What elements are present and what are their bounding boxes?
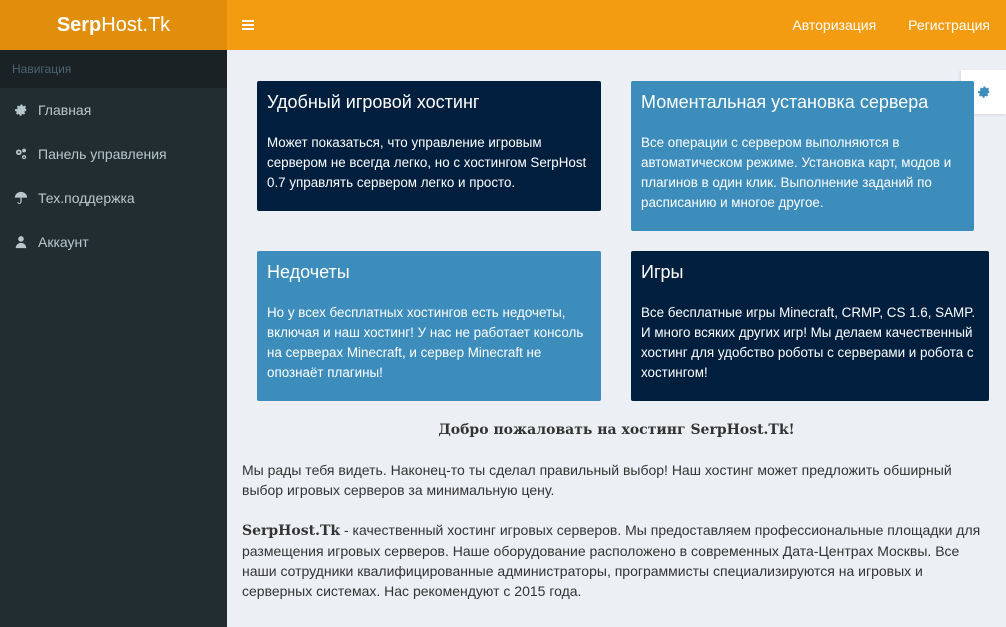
box-title: Удобный игровой хостинг xyxy=(267,92,480,112)
box-title: Моментальная установка сервера xyxy=(641,92,929,112)
info-box-issues xyxy=(257,251,601,401)
top-navbar xyxy=(227,0,1006,50)
box-text: Но у всех бесплатных хостингов есть недочеты, включая и наш хостинг! У нас не работает консоль на серверах Minecraft, и сервер Minecraft не опознаёт плагины! xyxy=(267,305,584,380)
box-text: Все бесплатные игры Minecraft, CRMP, CS 1.6, SAMP. И много всяких других игр! Мы делаем качественный хостинг для удобство роботы с серверами и робота с хостингом! xyxy=(641,305,976,380)
umbrella-icon xyxy=(14,191,28,205)
about-text: - качественный хостинг игровых серверов. Мы предоставляем профессиональные площадки для размещения игровых серверов. Наше оборудование расположено в современных Дата-Центрах Москвы. Все наши сотрудники квалифицированные администраторы, программисты специализируются на игровых и серверных системах. Нас рекомендуют с 2015 года. xyxy=(242,522,981,599)
gear-icon xyxy=(14,103,28,117)
sidebar-item-home[interactable] xyxy=(0,88,227,132)
box-text: Может показаться, что управление игровым сервером не всегда легко, но с хостингом SerpHost 0.7 управлять сервером легко и просто. xyxy=(267,135,587,190)
about-brand: SerpHost.Tk xyxy=(242,523,341,539)
sidebar-item-support[interactable] xyxy=(0,176,227,220)
welcome-heading: Добро пожаловать на хостинг SerpHost.Tk! xyxy=(438,422,795,438)
box-title: Игры xyxy=(641,262,684,282)
sidebar-item-label: Главная xyxy=(38,102,92,118)
logo[interactable] xyxy=(0,0,227,50)
logo-bold: Serp xyxy=(56,13,102,36)
info-box-hosting xyxy=(257,81,601,211)
nav-header: Навигация xyxy=(0,50,227,88)
user-icon xyxy=(14,235,28,249)
info-box-install xyxy=(631,81,974,231)
sidebar xyxy=(0,0,227,627)
sidebar-item-label: Панель управления xyxy=(38,146,167,162)
cogs-icon xyxy=(14,147,28,161)
login-link[interactable]: Авторизация xyxy=(792,17,877,33)
gear-icon xyxy=(977,85,991,99)
sidebar-item-label: Тех.поддержка xyxy=(38,190,135,206)
about-paragraph xyxy=(242,520,992,601)
sidebar-item-panel[interactable] xyxy=(0,132,227,176)
intro-paragraph: Мы рады тебя видеть. Наконец-то ты сделал правильный выбор! Наш хостинг может предложить обширный выбор игровых серверов за минимальную цену. xyxy=(242,462,952,498)
register-link[interactable]: Регистрация xyxy=(908,17,990,33)
logo-rest: Host.Tk xyxy=(101,13,171,36)
sidebar-toggle-button[interactable] xyxy=(227,0,269,50)
main-content xyxy=(227,50,1006,627)
hamburger-icon xyxy=(242,20,254,30)
top-links xyxy=(776,0,1006,50)
sidebar-item-account[interactable] xyxy=(0,220,227,264)
sidebar-item-label: Аккаунт xyxy=(38,234,89,250)
box-title: Недочеты xyxy=(267,262,350,282)
info-box-games xyxy=(631,251,989,401)
box-text: Все операции с сервером выполняются в автоматическом режиме. Установка карт, модов и плагинов в один клик. Выполнение заданий по расписанию и многое другое. xyxy=(641,135,952,210)
